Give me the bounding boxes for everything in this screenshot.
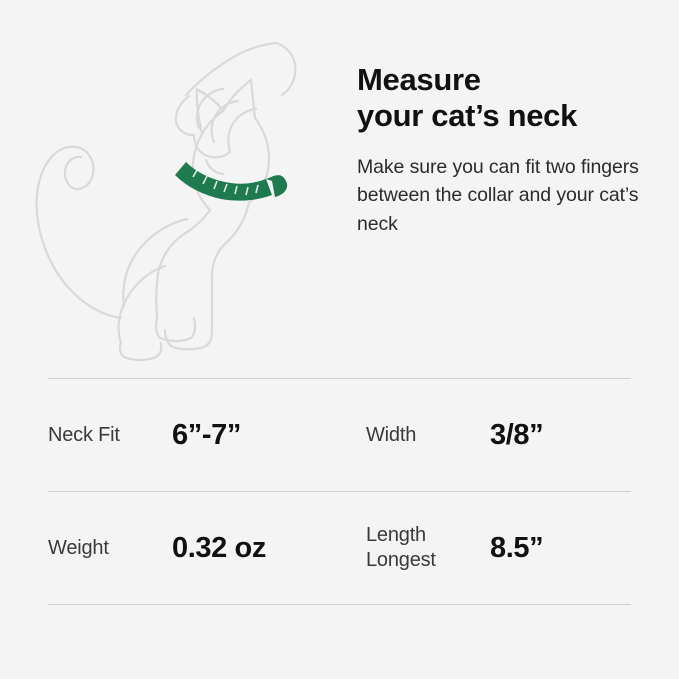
- spec-label: Width: [366, 423, 417, 446]
- spec-length-longest: [366, 523, 631, 573]
- specs-table: [48, 378, 631, 605]
- spec-label-line-2: Longest: [366, 549, 436, 571]
- table-divider-bottom: [48, 604, 631, 605]
- spec-label: Weight: [48, 536, 109, 559]
- table-row: [48, 492, 631, 604]
- table-row: [48, 379, 631, 491]
- hero-copy: [357, 62, 657, 239]
- spec-width: [366, 419, 631, 452]
- spec-value: 3/8”: [490, 418, 544, 451]
- page-title-line-2: your cat’s neck: [357, 98, 578, 134]
- page-title: [357, 62, 657, 135]
- spec-value: 6”-7”: [172, 418, 241, 451]
- page-title-line-1: Measure: [357, 62, 481, 97]
- spec-neck-fit: [48, 419, 366, 452]
- spec-label: Neck Fit: [48, 423, 120, 446]
- cat-measuring-illustration: [8, 18, 338, 363]
- spec-weight: [48, 532, 366, 565]
- measuring-tape-collar: [175, 162, 287, 201]
- spec-label-line-1: Length: [366, 524, 426, 546]
- spec-value: 0.32 oz: [172, 531, 266, 564]
- page-subtitle: Make sure you can fit two fingers between the collar and your cat’s neck: [357, 155, 639, 235]
- spec-value: 8.5”: [490, 531, 544, 564]
- spec-label: [366, 523, 486, 573]
